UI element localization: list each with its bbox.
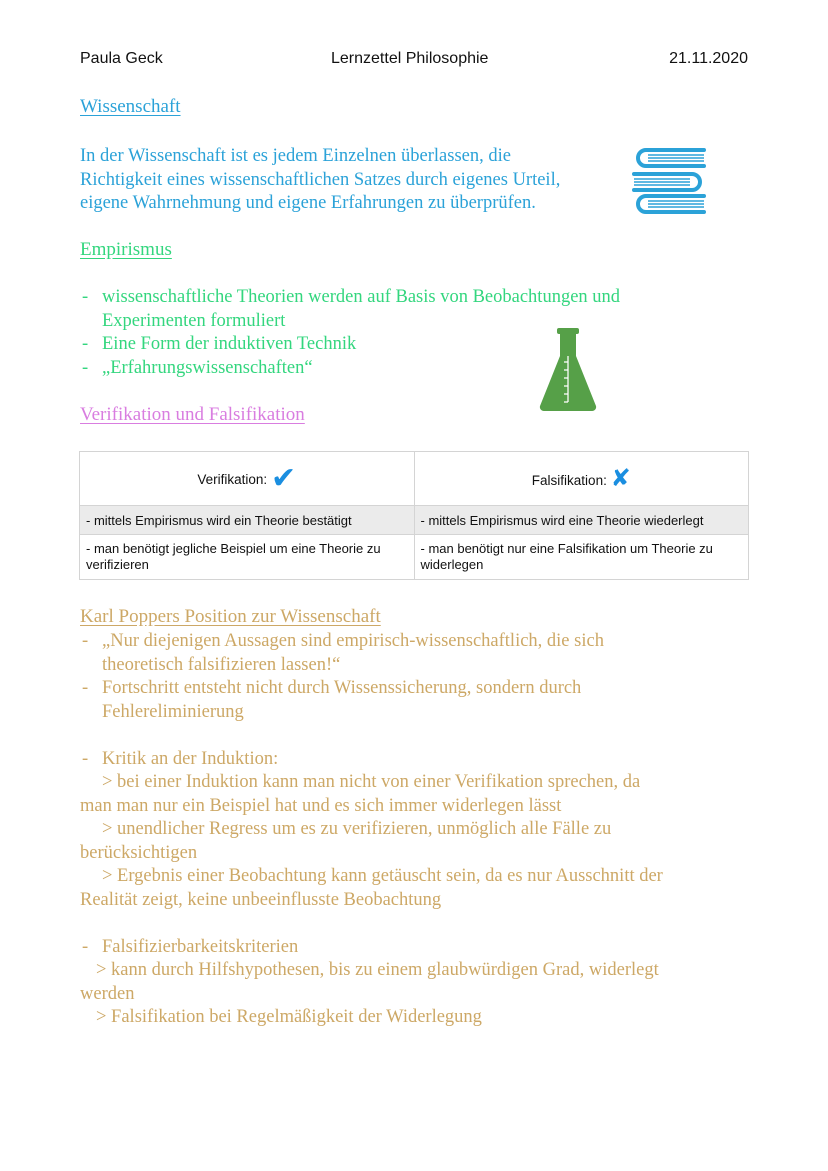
table-cell: - mittels Empirismus wird ein Theorie bestätigt — [80, 506, 415, 535]
verifikation-label: Verifikation: — [197, 472, 268, 487]
falsi-title: - Falsifizierbarkeitskriterien — [80, 936, 750, 960]
check-icon: ✔ — [270, 462, 297, 495]
text-line: theoretisch falsifizieren lassen!“ — [102, 654, 341, 675]
text-line: - Fortschritt entsteht nicht durch Wissenssicherung, sondern durch — [102, 678, 582, 698]
wissenschaft-line: In der Wissenschaft ist es jedem Einzelnen überlassen, die — [80, 146, 511, 166]
table-row — [80, 506, 749, 535]
text-line: > unendlicher Regress um es zu verifizieren, unmöglich alle Fälle zu — [102, 819, 612, 839]
heading-verifikation: Verifikation und Falsifikation — [80, 404, 305, 425]
list-item: - „Erfahrungswissenschaften“ — [80, 357, 620, 381]
text-line: > Falsifikation bei Regelmäßigkeit der Widerlegung — [96, 1007, 482, 1027]
text-line: > kann durch Hilfshypothesen, bis zu einem glaubwürdigen Grad, widerlegt — [96, 960, 659, 980]
table-cell: - mittels Empirismus wird eine Theorie wiederlegt — [414, 506, 749, 535]
table-header-cell — [414, 452, 749, 506]
comparison-table — [79, 451, 749, 580]
text-line: - „Nur diejenigen Aussagen sind empirisch-wissenschaftlich, die sich — [102, 631, 604, 651]
text-line: man man nur ein Beispiel hat und es sich immer widerlegen lässt — [80, 795, 562, 816]
table-row — [80, 535, 749, 580]
text-line: werden — [80, 983, 135, 1004]
heading-wissenschaft: Wissenschaft — [80, 96, 181, 117]
wissenschaft-text — [80, 145, 560, 216]
list-item-line: Experimenten formuliert — [102, 310, 286, 331]
text-line: berücksichtigen — [80, 842, 198, 863]
popper-notes — [80, 630, 750, 1030]
table-cell: - man benötigt jegliche Beispiel um eine Theorie zu verifizieren — [80, 535, 415, 580]
heading-empirismus: Empirismus — [80, 239, 172, 260]
flask-icon — [538, 326, 598, 412]
author-name: Paula Geck — [80, 50, 163, 67]
popper-quote — [80, 630, 750, 677]
list-item-line: - wissenschaftliche Theorien werden auf Basis von Beobachtungen und — [102, 287, 621, 307]
text-line: > Ergebnis einer Beobachtung kann getäuscht sein, da es nur Ausschnitt der — [102, 866, 663, 886]
wissenschaft-line: eigene Wahrnehmung und eigene Erfahrungen zu überprüfen. — [80, 193, 536, 213]
text-line: Realität zeigt, keine unbeeinflusste Beobachtung — [80, 889, 442, 910]
heading-popper: Karl Poppers Position zur Wissenschaft — [80, 606, 381, 627]
list-item: - Eine Form der induktiven Technik — [80, 333, 620, 357]
books-icon — [630, 144, 710, 218]
cross-icon: ✘ — [610, 465, 631, 492]
document-date: 21.11.2020 — [669, 50, 748, 67]
text-line: > bei einer Induktion kann man nicht von einer Verifikation sprechen, da — [102, 772, 641, 792]
table-cell: - man benötigt nur eine Falsifikation um Theorie zu widerlegen — [414, 535, 749, 580]
text-line: Fehlereliminierung — [102, 701, 244, 722]
document-title: Lernzettel Philosophie — [331, 50, 489, 67]
popper-fortschritt — [80, 677, 750, 724]
wissenschaft-line: Richtigkeit eines wissenschaftlichen Satzes durch eigenes Urteil, — [80, 169, 561, 190]
falsifikation-label: Falsifikation: — [531, 473, 607, 488]
table-header-cell — [80, 452, 415, 506]
table-header-row — [80, 452, 749, 506]
kritik-title: - Kritik an der Induktion: — [80, 748, 750, 772]
